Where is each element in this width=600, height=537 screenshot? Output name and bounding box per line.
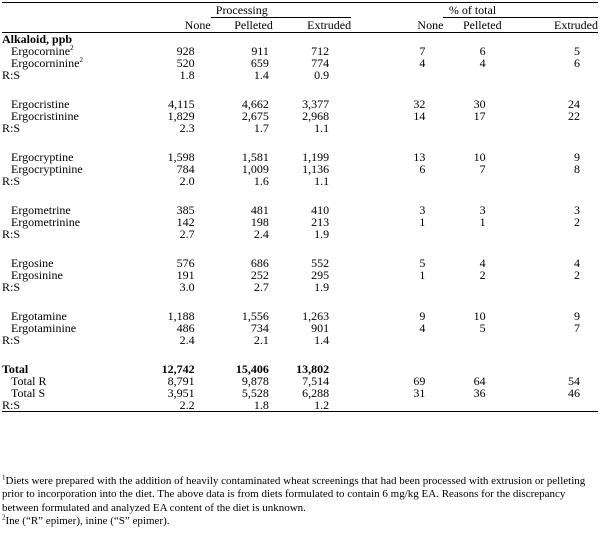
spacer-row bbox=[2, 134, 598, 151]
col-none: None bbox=[122, 18, 210, 33]
table-cell: 10 bbox=[473, 150, 486, 164]
row-label: R:S bbox=[2, 68, 21, 82]
table-cell: 712 bbox=[311, 44, 330, 58]
table-cell: 520 bbox=[176, 56, 195, 70]
table-row bbox=[2, 363, 598, 375]
table-cell: 6 bbox=[574, 56, 580, 70]
table-row bbox=[2, 322, 598, 334]
table-cell: 295 bbox=[311, 268, 330, 282]
table-cell: 486 bbox=[176, 321, 195, 335]
table-cell: 36 bbox=[473, 386, 486, 400]
table-cell bbox=[443, 122, 501, 134]
row-label: Ergocryptine bbox=[11, 150, 74, 164]
col-extruded: Extruded bbox=[273, 18, 351, 33]
table-cell: 7 bbox=[419, 44, 426, 58]
table-cell: 2,968 bbox=[302, 109, 330, 123]
footnote-marker: 2 bbox=[70, 44, 74, 52]
table-cell bbox=[351, 228, 443, 240]
spacer-row bbox=[2, 346, 598, 363]
table-cell: 1.9 bbox=[314, 280, 330, 294]
table-row bbox=[2, 216, 598, 228]
table-cell bbox=[443, 399, 501, 412]
table-cell bbox=[351, 175, 443, 187]
percent-group-header: % of total bbox=[443, 3, 501, 18]
table-cell: 252 bbox=[250, 268, 269, 282]
row-label: R:S bbox=[2, 227, 21, 241]
table-cell: 1.4 bbox=[314, 333, 330, 347]
table-cell: 9 bbox=[574, 150, 580, 164]
table-cell: 1.8 bbox=[211, 399, 273, 412]
table-cell bbox=[443, 281, 501, 293]
footnote bbox=[2, 475, 598, 515]
table-cell: 13 bbox=[413, 150, 426, 164]
table-row bbox=[2, 204, 598, 216]
table-cell: 24 bbox=[568, 97, 580, 111]
table-cell: 928 bbox=[176, 44, 195, 58]
table-cell: 22 bbox=[568, 109, 580, 123]
table-cell: 1,581 bbox=[241, 150, 269, 164]
row-label: Ergocristine bbox=[11, 97, 70, 111]
table-cell: 5 bbox=[479, 321, 486, 335]
footnote-text: Ine (“R” epimer), inine (“S” epimer). bbox=[5, 515, 170, 528]
table-cell bbox=[502, 228, 598, 240]
footnote bbox=[2, 515, 598, 528]
table-cell: 1.6 bbox=[253, 174, 269, 188]
table-cell: 54 bbox=[568, 374, 580, 388]
table-cell bbox=[502, 281, 598, 293]
table-cell bbox=[351, 334, 443, 346]
table-cell: 734 bbox=[250, 321, 269, 335]
table-row bbox=[2, 57, 598, 69]
table-cell: 6 bbox=[419, 162, 426, 176]
row-label: R:S bbox=[2, 174, 21, 188]
table-row bbox=[2, 334, 598, 346]
table-cell bbox=[502, 334, 598, 346]
table-cell: 1,556 bbox=[241, 309, 269, 323]
table-cell bbox=[443, 175, 501, 187]
row-label: Total S bbox=[11, 386, 46, 400]
table-row bbox=[2, 110, 598, 122]
table-cell: 552 bbox=[311, 256, 330, 270]
table-cell: 0.9 bbox=[314, 68, 330, 82]
table-cell: 213 bbox=[311, 215, 330, 229]
col-pelleted: Pelleted bbox=[211, 18, 273, 33]
table-cell: 1,188 bbox=[167, 309, 195, 323]
table-cell: 14 bbox=[413, 109, 426, 123]
table-cell: 142 bbox=[176, 215, 195, 229]
table-cell: 2.1 bbox=[253, 333, 269, 347]
table-row bbox=[2, 387, 598, 399]
table-cell: 1.4 bbox=[253, 68, 269, 82]
table-row bbox=[2, 98, 598, 110]
section-title-row bbox=[2, 33, 598, 46]
section-title: Alkaloid, ppb bbox=[2, 32, 73, 46]
table-cell bbox=[502, 69, 598, 81]
table-cell: 10 bbox=[473, 309, 486, 323]
table-cell: 6,288 bbox=[302, 386, 330, 400]
table-cell: 1 bbox=[479, 215, 486, 229]
footnote-marker: 2 bbox=[2, 513, 6, 522]
table-cell: 3,377 bbox=[302, 97, 330, 111]
table-cell: 46 bbox=[568, 386, 580, 400]
table-cell: 3,951 bbox=[167, 386, 195, 400]
table-cell: 659 bbox=[250, 56, 269, 70]
row-label: Ergocornine$^2$ bbox=[11, 44, 74, 58]
table-cell: 13,802 bbox=[296, 362, 330, 376]
table-cell: 4 bbox=[419, 56, 426, 70]
table-cell: 5,528 bbox=[241, 386, 269, 400]
table-cell: 1.1 bbox=[314, 174, 330, 188]
table-cell: 3 bbox=[574, 203, 580, 217]
row-label: Total bbox=[2, 362, 29, 376]
row-label: Ergotamine bbox=[11, 309, 67, 323]
table-cell: 1.7 bbox=[253, 121, 269, 135]
table-row bbox=[2, 375, 598, 387]
table-cell: 1.2 bbox=[273, 399, 351, 412]
table-cell bbox=[502, 399, 598, 412]
row-label: Ergosinine bbox=[11, 268, 63, 282]
table-cell bbox=[502, 122, 598, 134]
table-cell: 191 bbox=[176, 268, 195, 282]
table-cell: 1,199 bbox=[302, 150, 330, 164]
table-cell: 4 bbox=[479, 56, 486, 70]
table-cell: 576 bbox=[176, 256, 195, 270]
table-cell: 385 bbox=[176, 203, 195, 217]
row-label: Total R bbox=[11, 374, 47, 388]
table-cell: 8,791 bbox=[167, 374, 195, 388]
table-cell: 4,662 bbox=[241, 97, 269, 111]
header-column-row bbox=[2, 18, 598, 33]
table-cell bbox=[443, 69, 501, 81]
row-label: Ergometrine bbox=[11, 203, 71, 217]
table-cell bbox=[351, 281, 443, 293]
table-cell: 1 bbox=[419, 215, 426, 229]
row-label: Ergocorninine$^2$ bbox=[11, 56, 83, 70]
table-cell: 911 bbox=[251, 44, 269, 58]
table-cell: 1,009 bbox=[241, 162, 269, 176]
table-cell bbox=[351, 363, 443, 375]
col-pct-pelleted: Pelleted bbox=[443, 18, 501, 33]
table-body bbox=[2, 33, 598, 412]
alkaloid-table bbox=[2, 2, 598, 412]
table-cell: 4,115 bbox=[168, 97, 195, 111]
table-cell: 4 bbox=[419, 321, 426, 335]
col-pct-none: None bbox=[351, 18, 443, 33]
table-cell: 2.0 bbox=[179, 174, 195, 188]
table-cell: 5 bbox=[574, 44, 580, 58]
header-group-row bbox=[2, 3, 598, 18]
footnote-text: Diets were prepared with the addition of heavily contaminated wheat screenings that had been processed with extrusion or pelleting prior to incorporation into the diet. The above data is from diets formulated to contain 6 mg/kg EA. Reasons for the discrepancy between formulated and analyzed EA content of the diet is unknown. bbox=[2, 475, 586, 514]
table-cell: 7 bbox=[479, 162, 486, 176]
table-cell bbox=[443, 228, 501, 240]
table-cell bbox=[351, 69, 443, 81]
table-cell bbox=[443, 334, 501, 346]
table-row bbox=[2, 122, 598, 134]
table-cell bbox=[351, 122, 443, 134]
table-cell: 686 bbox=[250, 256, 269, 270]
table-cell: 1.1 bbox=[314, 121, 330, 135]
table-cell: 64 bbox=[473, 374, 486, 388]
table-cell: 4 bbox=[574, 256, 580, 270]
table-cell: 2.4 bbox=[253, 227, 269, 241]
footnotes bbox=[2, 475, 598, 529]
table-cell: 2.7 bbox=[179, 227, 195, 241]
table-row bbox=[2, 269, 598, 281]
table-row bbox=[2, 69, 598, 81]
table-cell: 784 bbox=[176, 162, 195, 176]
table-cell: 2,675 bbox=[241, 109, 269, 123]
table-cell: 15,406 bbox=[235, 362, 269, 376]
col-pct-extruded: Extruded bbox=[502, 18, 598, 33]
table-row bbox=[2, 281, 598, 293]
row-label: R:S bbox=[2, 121, 21, 135]
table-cell: 1,136 bbox=[302, 162, 330, 176]
table-cell: 7 bbox=[574, 321, 580, 335]
table-cell: 2.4 bbox=[179, 333, 195, 347]
table-cell: 481 bbox=[250, 203, 269, 217]
row-label: Ergocryptinine bbox=[11, 162, 83, 176]
table-cell: 17 bbox=[473, 109, 486, 123]
table-cell bbox=[443, 363, 501, 375]
spacer-row bbox=[2, 240, 598, 257]
table-cell: 1,598 bbox=[167, 150, 195, 164]
table-cell: 69 bbox=[413, 374, 426, 388]
table-cell: 198 bbox=[250, 215, 269, 229]
table-row bbox=[2, 310, 598, 322]
table-cell: 6 bbox=[479, 44, 486, 58]
table-cell: 31 bbox=[413, 386, 426, 400]
table-cell: 1,263 bbox=[302, 309, 330, 323]
table-row bbox=[2, 257, 598, 269]
table-cell bbox=[502, 175, 598, 187]
table-cell: 8 bbox=[574, 162, 580, 176]
table-cell: 32 bbox=[413, 97, 426, 111]
table-cell: 4 bbox=[479, 256, 486, 270]
table-cell: 1.9 bbox=[314, 227, 330, 241]
table-cell: 9,878 bbox=[241, 374, 269, 388]
table-cell: 12,742 bbox=[161, 362, 195, 376]
processing-group-header: Processing bbox=[211, 3, 273, 18]
footnote-marker: 2 bbox=[79, 56, 83, 64]
table-cell: 1.8 bbox=[179, 68, 195, 82]
table-cell: 2 bbox=[479, 268, 486, 282]
row-label: Ergotaminine bbox=[11, 321, 77, 335]
table-cell: 2 bbox=[574, 268, 580, 282]
row-label: R:S bbox=[2, 280, 21, 294]
table-cell: 5 bbox=[419, 256, 426, 270]
table-cell: 2 bbox=[574, 215, 580, 229]
row-label: R:S bbox=[2, 399, 122, 412]
table-cell: 901 bbox=[311, 321, 330, 335]
row-label: Ergocristinine bbox=[11, 109, 79, 123]
table-row bbox=[2, 45, 598, 57]
table-cell: 2.3 bbox=[179, 121, 195, 135]
table-row bbox=[2, 399, 598, 412]
spacer-row bbox=[2, 187, 598, 204]
table-cell bbox=[351, 399, 443, 412]
spacer-row bbox=[2, 81, 598, 98]
table-cell: 2.7 bbox=[253, 280, 269, 294]
table-cell: 7,514 bbox=[302, 374, 330, 388]
table-cell: 774 bbox=[311, 56, 330, 70]
table-cell: 1,829 bbox=[167, 109, 195, 123]
table-cell: 3 bbox=[479, 203, 486, 217]
footnote-marker: 1 bbox=[2, 473, 6, 482]
spacer-row bbox=[2, 293, 598, 310]
table-cell: 1 bbox=[419, 268, 426, 282]
table-row bbox=[2, 228, 598, 240]
row-label: R:S bbox=[2, 333, 21, 347]
table-cell: 9 bbox=[419, 309, 426, 323]
table-row bbox=[2, 163, 598, 175]
table-cell: 410 bbox=[311, 203, 330, 217]
row-label: Ergosine bbox=[11, 256, 54, 270]
table-cell: 2.2 bbox=[122, 399, 210, 412]
table-cell: 3.0 bbox=[179, 280, 195, 294]
table-cell: 30 bbox=[473, 97, 486, 111]
table-cell bbox=[502, 363, 598, 375]
table-cell: 9 bbox=[574, 309, 580, 323]
table-row bbox=[2, 175, 598, 187]
table-cell: 3 bbox=[419, 203, 426, 217]
row-label: Ergometrinine bbox=[11, 215, 81, 229]
table-row bbox=[2, 151, 598, 163]
